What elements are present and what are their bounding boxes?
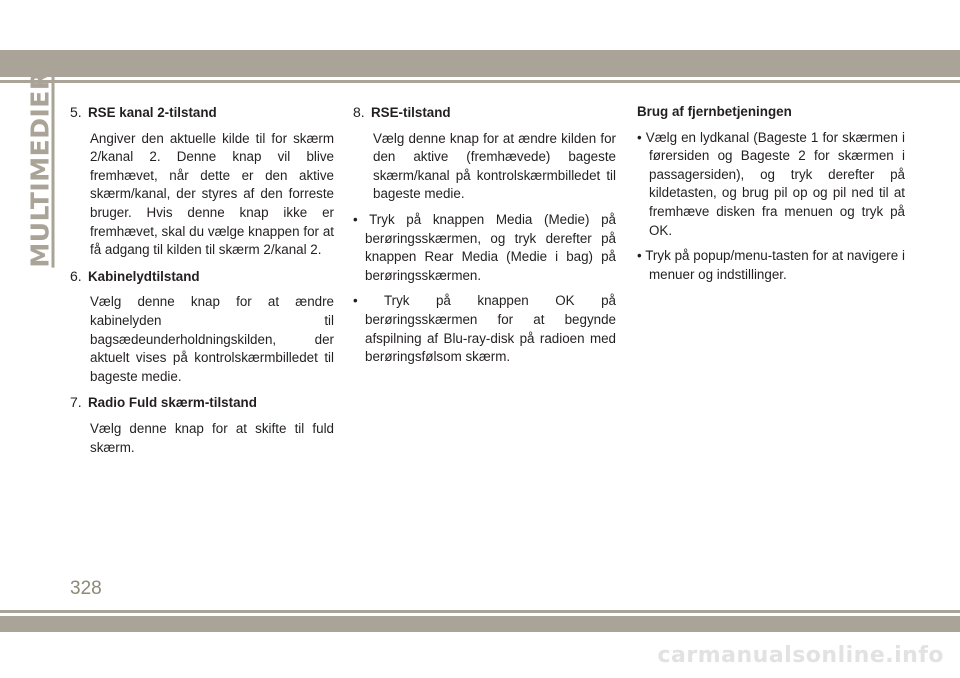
column-1	[70, 103, 334, 464]
header-band	[0, 50, 960, 77]
section-tab-label: MULTIMEDIER	[25, 70, 55, 268]
item-7-number: 7.	[70, 394, 82, 411]
item-7-title: Radio Fuld skærm-tilstand	[88, 395, 257, 411]
item-5-number: 5.	[70, 104, 82, 120]
bullet-audio-channel: • Vælg en lydkanal (Bageste 1 for skærmen i førersiden og Bageste 2 for skærmen i passagersiden), og tryk derefter på kildetasten, og brug pil op og pil ned til at fremhæve disken fra menuen og tryk på OK.	[637, 129, 905, 238]
item-6-heading	[70, 267, 334, 287]
item-8-number: 8.	[353, 104, 365, 120]
header-rule	[0, 80, 960, 83]
item-5-heading	[70, 103, 334, 123]
item-5-text: Angiver den aktuelle kilde til for skærm 2/kanal 2. Denne knap vil blive fremhævet, når dette er den aktive skærm/kanal, der styres af den forreste bruger. Hvis denne knap ikke er fremhævet, skal du vælge knappen for at få adgang til kilden til skærm 2/kanal 2.	[90, 130, 334, 258]
column-2	[353, 103, 616, 374]
item-6-title: Kabinelydtilstand	[88, 268, 200, 284]
bullet-popup-menu: • Tryk på popup/menu-tasten for at navigere i menuer og indstillinger.	[637, 248, 905, 282]
item-7-heading	[70, 393, 334, 413]
watermark-text: carmanualsonline.info	[657, 643, 944, 668]
footer-band	[0, 616, 960, 632]
bullet-ok: • Tryk på knappen OK på berøringsskærmen for at begynde afspilning af Blu-ray-disk på radioen med berøringsfølsom skærm.	[353, 293, 616, 365]
item-6-text: Vælg denne knap for at ændre kabinelyden til bagsædeunderholdningskilden, der aktuelt vises på kontrolskærmbilledet til bageste medie.	[90, 294, 334, 384]
page-number: 328	[70, 578, 102, 599]
item-5-title: RSE kanal 2-tilstand	[88, 105, 217, 120]
item-8-heading	[353, 103, 616, 123]
item-7-text: Vælg denne knap for at skifte til fuld skærm.	[90, 420, 334, 455]
footer-rule	[0, 610, 960, 613]
bullet-media: • Tryk på knappen Media (Medie) på berøringsskærmen, og tryk derefter på knappen Rear Media (Medie i bag) på berøringsskærmen.	[353, 211, 616, 283]
item-8-text: Vælg denne knap for at ændre kilden for den aktive (fremhævede) bageste skærm/kanal på kontrolskærmbilledet til bageste medie.	[373, 130, 616, 202]
item-8-title: RSE-tilstand	[371, 105, 451, 120]
remote-heading: Brug af fjernbetjeningen	[637, 104, 792, 119]
item-6-number: 6.	[70, 267, 82, 284]
section-tab	[25, 70, 55, 268]
column-3	[637, 103, 905, 291]
